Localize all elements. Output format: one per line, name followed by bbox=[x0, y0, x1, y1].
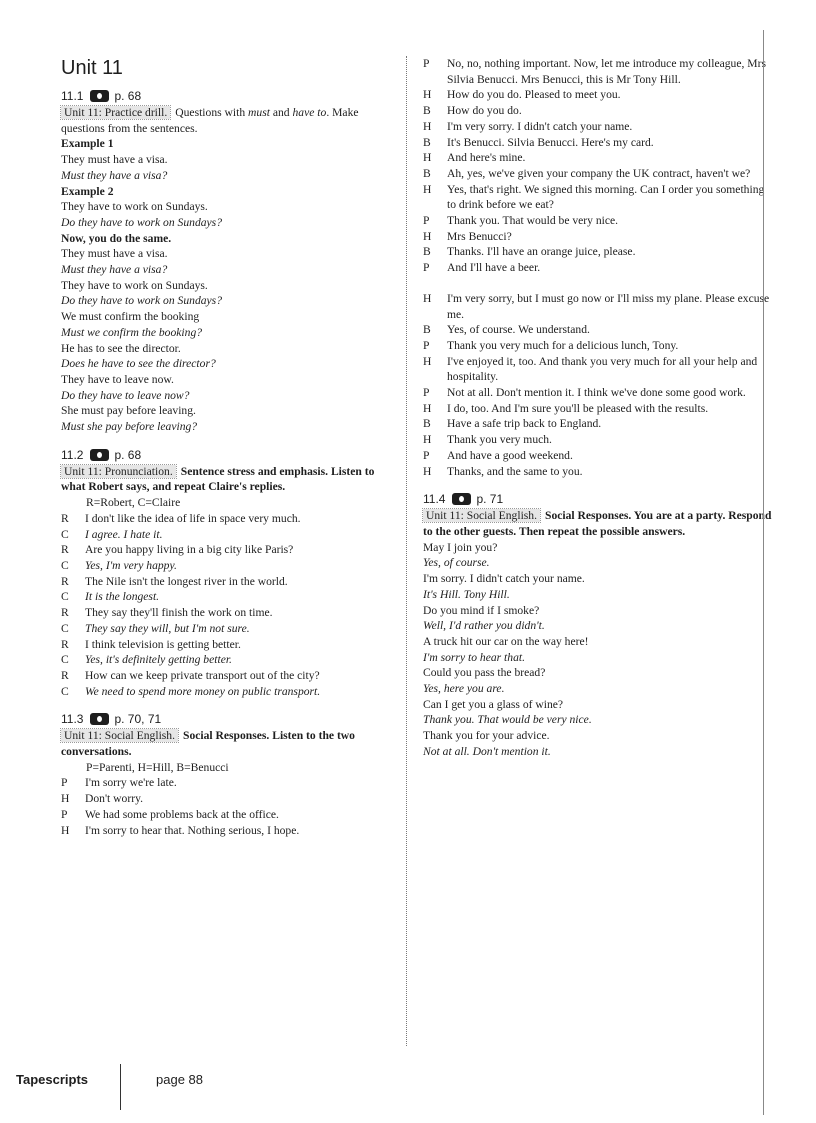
section-11-3 bbox=[61, 711, 386, 838]
text-line: Do they have to work on Sundays? bbox=[61, 294, 222, 308]
dialogue-line bbox=[61, 558, 386, 574]
text-line: They have to leave now. bbox=[61, 372, 174, 386]
dialogue-text: And here's mine. bbox=[447, 151, 526, 165]
text-line: Must they have a visa? bbox=[61, 168, 168, 182]
speaker-label: P bbox=[61, 776, 68, 790]
dialogue-line bbox=[61, 791, 386, 807]
dialogue-text: I don't like the idea of life in space very much. bbox=[85, 511, 301, 525]
section-intro bbox=[61, 728, 386, 759]
dialogue-text: Yes, I'm very happy. bbox=[85, 558, 177, 572]
dialogue-text: And I'll have a beer. bbox=[447, 261, 541, 275]
dialogue-text: Yes, it's definitely getting better. bbox=[85, 653, 232, 667]
dialogue-line bbox=[423, 119, 773, 135]
dialogue-line bbox=[61, 652, 386, 668]
text-line: They have to work on Sundays. bbox=[61, 200, 208, 214]
speaker-label: H bbox=[423, 291, 432, 305]
text-line: They have to work on Sundays. bbox=[61, 278, 208, 292]
text-line: Do you mind if I smoke? bbox=[423, 603, 540, 617]
dialogue-lines bbox=[423, 291, 773, 479]
dialogue-line bbox=[61, 637, 386, 653]
section-heading bbox=[61, 447, 386, 463]
footer-label: Tapescripts bbox=[16, 1072, 89, 1087]
drill-lines bbox=[61, 136, 386, 434]
dialogue-line bbox=[423, 87, 773, 103]
speaker-key: R=Robert, C=Claire bbox=[86, 496, 181, 510]
section-number: 11.4 bbox=[423, 492, 446, 507]
dialogue-line bbox=[423, 260, 773, 276]
dialogue-line bbox=[423, 464, 773, 480]
speaker-label: C bbox=[61, 653, 69, 667]
text-line: Example 1 bbox=[61, 137, 114, 151]
dialogue-text: It is the longest. bbox=[85, 590, 160, 604]
dialogue-line bbox=[61, 527, 386, 543]
intro-text: Social Responses. Listen to the two conversations. bbox=[61, 729, 355, 759]
section-intro bbox=[61, 105, 386, 136]
speaker-label: H bbox=[423, 401, 432, 415]
dialogue-text: I think television is getting better. bbox=[85, 637, 241, 651]
track-tag: Unit 11: Pronunciation. bbox=[61, 465, 176, 478]
dialogue-line bbox=[61, 775, 386, 791]
text-line: Must she pay before leaving? bbox=[61, 420, 198, 434]
dialogue-text: Yes, that's right. We signed this morning. Can I order you something to drink before we eat? bbox=[447, 182, 765, 212]
section-11-1 bbox=[61, 88, 386, 435]
track-tag: Unit 11: Social English. bbox=[423, 509, 540, 522]
unit-title: Unit 11 bbox=[61, 57, 123, 79]
text-line: Yes, here you are. bbox=[423, 682, 505, 696]
cd-icon bbox=[90, 713, 109, 725]
section-intro bbox=[61, 464, 386, 495]
dialogue-text: We had some problems back at the office. bbox=[85, 807, 279, 821]
dialogue-text: How do you do. Pleased to meet you. bbox=[447, 88, 621, 102]
intro-text: Sentence stress and emphasis. Listen to what Robert says, and repeat Claire's replies. bbox=[61, 464, 375, 494]
dialogue-gap bbox=[423, 276, 773, 291]
speaker-label: H bbox=[61, 792, 70, 806]
text-line: He has to see the director. bbox=[61, 341, 181, 355]
dialogue-line bbox=[61, 621, 386, 637]
dialogue-line bbox=[423, 244, 773, 260]
section-number: 11.2 bbox=[61, 447, 84, 462]
text-line: A truck hit our car on the way here! bbox=[423, 634, 589, 648]
dialogue-line bbox=[61, 589, 386, 605]
track-tag: Unit 11: Practice drill. bbox=[61, 106, 170, 119]
right-column bbox=[423, 56, 773, 760]
dialogue-text: Not at all. Don't mention it. I think we've done some good work. bbox=[447, 386, 746, 400]
intro-italic-have-to: have to bbox=[292, 106, 327, 119]
speaker-label: B bbox=[423, 417, 431, 431]
text-line: Example 2 bbox=[61, 184, 114, 198]
dialogue-text: It's Benucci. Silvia Benucci. Here's my card. bbox=[447, 135, 654, 149]
column-divider bbox=[406, 56, 407, 1046]
speaker-label: C bbox=[61, 558, 69, 572]
text-line: They must have a visa. bbox=[61, 153, 168, 167]
speaker-label: P bbox=[423, 214, 430, 228]
section-number: 11.3 bbox=[61, 712, 84, 727]
dialogue-lines bbox=[423, 56, 773, 276]
dialogue-line bbox=[423, 150, 773, 166]
speaker-label: H bbox=[423, 119, 432, 133]
dialogue-lines bbox=[61, 775, 386, 838]
text-line: It's Hill. Tony Hill. bbox=[423, 587, 510, 601]
speaker-label: H bbox=[423, 433, 432, 447]
dialogue-text: I do, too. And I'm sure you'll be pleased with the results. bbox=[447, 401, 709, 415]
dialogue-line bbox=[61, 823, 386, 839]
text-line: Do they have to work on Sundays? bbox=[61, 215, 222, 229]
dialogue-text: I'm sorry to hear that. Nothing serious, I hope. bbox=[85, 823, 300, 837]
dialogue-text: Are you happy living in a big city like Paris? bbox=[85, 543, 294, 557]
speaker-label: H bbox=[423, 182, 432, 196]
footer-divider bbox=[120, 1064, 121, 1110]
dialogue-line bbox=[61, 511, 386, 527]
speaker-label: P bbox=[423, 57, 430, 70]
dialogue-text: I agree. I hate it. bbox=[85, 527, 163, 541]
speaker-label: R bbox=[61, 543, 69, 557]
intro-text: and bbox=[269, 106, 293, 119]
text-line: Yes, of course. bbox=[423, 556, 490, 570]
speaker-label: C bbox=[61, 527, 69, 541]
dialogue-lines bbox=[61, 511, 386, 699]
dialogue-line bbox=[423, 56, 773, 87]
speaker-label: H bbox=[423, 464, 432, 478]
speaker-label: P bbox=[423, 386, 430, 400]
dialogue-line bbox=[423, 182, 773, 213]
speaker-label: C bbox=[61, 684, 69, 698]
cd-icon bbox=[452, 493, 471, 505]
dialogue-line bbox=[423, 416, 773, 432]
section-11-4 bbox=[423, 491, 773, 759]
text-line: Now, you do the same. bbox=[61, 231, 172, 245]
intro-text: . Make questions from the sentences. bbox=[61, 106, 359, 135]
speaker-label: P bbox=[61, 807, 68, 821]
margin-rule bbox=[763, 30, 764, 1115]
dialogue-text: We need to spend more money on public transport. bbox=[85, 684, 321, 698]
dialogue-line bbox=[423, 338, 773, 354]
speaker-label: P bbox=[423, 448, 430, 462]
dialogue-text: The Nile isn't the longest river in the world. bbox=[85, 574, 288, 588]
dialogue-line bbox=[61, 684, 386, 700]
speaker-label: R bbox=[61, 511, 69, 525]
text-line: Do they have to leave now? bbox=[61, 388, 190, 402]
speaker-label: R bbox=[61, 574, 69, 588]
text-line: Could you pass the bread? bbox=[423, 666, 546, 680]
dialogue-line bbox=[61, 542, 386, 558]
section-number: 11.1 bbox=[61, 89, 84, 103]
cd-icon bbox=[90, 449, 109, 461]
dialogue-text: Thank you. That would be very nice. bbox=[447, 214, 619, 228]
dialogue-line bbox=[423, 322, 773, 338]
dialogue-line bbox=[423, 354, 773, 385]
dialogue-text: How do you do. bbox=[447, 104, 522, 118]
speaker-label: H bbox=[423, 354, 432, 368]
speaker-label: R bbox=[61, 637, 69, 651]
dialogue-text: Don't worry. bbox=[85, 792, 144, 806]
speaker-label: C bbox=[61, 621, 69, 635]
text-line: I'm sorry to hear that. bbox=[423, 650, 525, 664]
speaker-label: B bbox=[423, 104, 431, 118]
text-line: Must they have a visa? bbox=[61, 263, 168, 277]
dialogue-text: I'm very sorry, but I must go now or I'll miss my plane. Please excuse me. bbox=[447, 291, 770, 321]
speaker-key: P=Parenti, H=Hill, B=Benucci bbox=[86, 760, 229, 774]
dialogue-text: I've enjoyed it, too. And thank you very much for all your help and hospitality. bbox=[447, 354, 758, 384]
text-line: Can I get you a glass of wine? bbox=[423, 697, 564, 711]
speaker-label: B bbox=[423, 166, 431, 180]
dialogue-line bbox=[61, 668, 386, 684]
text-line: Does he have to see the director? bbox=[61, 357, 216, 371]
dialogue-line bbox=[423, 135, 773, 151]
intro-text: Questions with bbox=[175, 106, 249, 119]
dialogue-line bbox=[423, 385, 773, 401]
dialogue-text: No, no, nothing important. Now, let me introduce my colleague, Mrs Silvia Benucci. Mrs Benucci, this is Mr Tony Hill. bbox=[447, 57, 766, 86]
text-line: She must pay before leaving. bbox=[61, 404, 196, 418]
speaker-label: H bbox=[61, 823, 70, 837]
section-heading bbox=[61, 711, 386, 727]
text-line: They must have a visa. bbox=[61, 247, 168, 261]
page-reference: p. 70, 71 bbox=[114, 712, 162, 727]
left-column bbox=[61, 56, 386, 838]
dialogue-line bbox=[423, 448, 773, 464]
section-11-2 bbox=[61, 447, 386, 700]
speaker-label: B bbox=[423, 135, 431, 149]
intro-italic-must: must bbox=[248, 106, 270, 119]
dialogue-line bbox=[423, 166, 773, 182]
dialogue-line bbox=[61, 574, 386, 590]
track-tag: Unit 11: Social English. bbox=[61, 729, 178, 742]
text-line: Thank you for your advice. bbox=[423, 729, 550, 743]
speaker-label: B bbox=[423, 323, 431, 337]
dialogue-text: Mrs Benucci? bbox=[447, 229, 512, 243]
dialogue-text: Thanks, and the same to you. bbox=[447, 464, 583, 478]
cd-icon bbox=[90, 90, 109, 102]
text-line: I'm sorry. I didn't catch your name. bbox=[423, 572, 585, 586]
speaker-label: B bbox=[423, 245, 431, 259]
speaker-label: H bbox=[423, 88, 432, 102]
dialogue-line bbox=[61, 605, 386, 621]
dialogue-line bbox=[61, 807, 386, 823]
section-intro bbox=[423, 508, 773, 539]
dialogue-text: How can we keep private transport out of the city? bbox=[85, 668, 320, 682]
section-heading bbox=[61, 88, 386, 104]
speaker-label: P bbox=[423, 261, 430, 275]
dialogue-text: Yes, of course. We understand. bbox=[447, 323, 590, 337]
dialogue-text: They say they will, but I'm not sure. bbox=[85, 621, 250, 635]
dialogue-line bbox=[423, 432, 773, 448]
dialogue-text: And have a good weekend. bbox=[447, 448, 573, 462]
intro-text: Social Responses. You are at a party. Respond to the other guests. Then repeat the possible answers. bbox=[423, 509, 772, 538]
text-line: May I join you? bbox=[423, 540, 498, 554]
speaker-label: R bbox=[61, 668, 69, 682]
dialogue-text: Thank you very much for a delicious lunch, Tony. bbox=[447, 338, 679, 352]
dialogue-text: Have a safe trip back to England. bbox=[447, 417, 602, 431]
dialogue-line bbox=[423, 229, 773, 245]
response-lines bbox=[423, 540, 773, 760]
dialogue-line bbox=[423, 103, 773, 119]
dialogue-text: I'm very sorry. I didn't catch your name. bbox=[447, 119, 633, 133]
dialogue-text: Ah, yes, we've given your company the UK contract, haven't we? bbox=[447, 166, 751, 180]
dialogue-text: I'm sorry we're late. bbox=[85, 776, 177, 790]
page-reference: p. 68 bbox=[114, 447, 142, 462]
dialogue-line bbox=[423, 291, 773, 322]
text-line: Must we confirm the booking? bbox=[61, 325, 203, 339]
section-heading bbox=[423, 491, 773, 507]
dialogue-text: Thank you very much. bbox=[447, 433, 552, 447]
speaker-label: P bbox=[423, 338, 430, 352]
text-line: Well, I'd rather you didn't. bbox=[423, 619, 545, 633]
speaker-label: H bbox=[423, 151, 432, 165]
speaker-label: R bbox=[61, 606, 69, 620]
text-line: We must confirm the booking bbox=[61, 310, 200, 324]
dialogue-line bbox=[423, 401, 773, 417]
page-reference: p. 71 bbox=[476, 492, 504, 507]
dialogue-text: Thanks. I'll have an orange juice, please. bbox=[447, 245, 636, 259]
dialogue-text: They say they'll finish the work on time. bbox=[85, 606, 273, 620]
speaker-label: H bbox=[423, 229, 432, 243]
text-line: Thank you. That would be very nice. bbox=[423, 713, 592, 727]
dialogue-line bbox=[423, 213, 773, 229]
footer-page-number: page 88 bbox=[156, 1072, 203, 1087]
speaker-label: C bbox=[61, 590, 69, 604]
text-line: Not at all. Don't mention it. bbox=[423, 744, 551, 758]
page-reference: p. 68 bbox=[114, 89, 142, 103]
